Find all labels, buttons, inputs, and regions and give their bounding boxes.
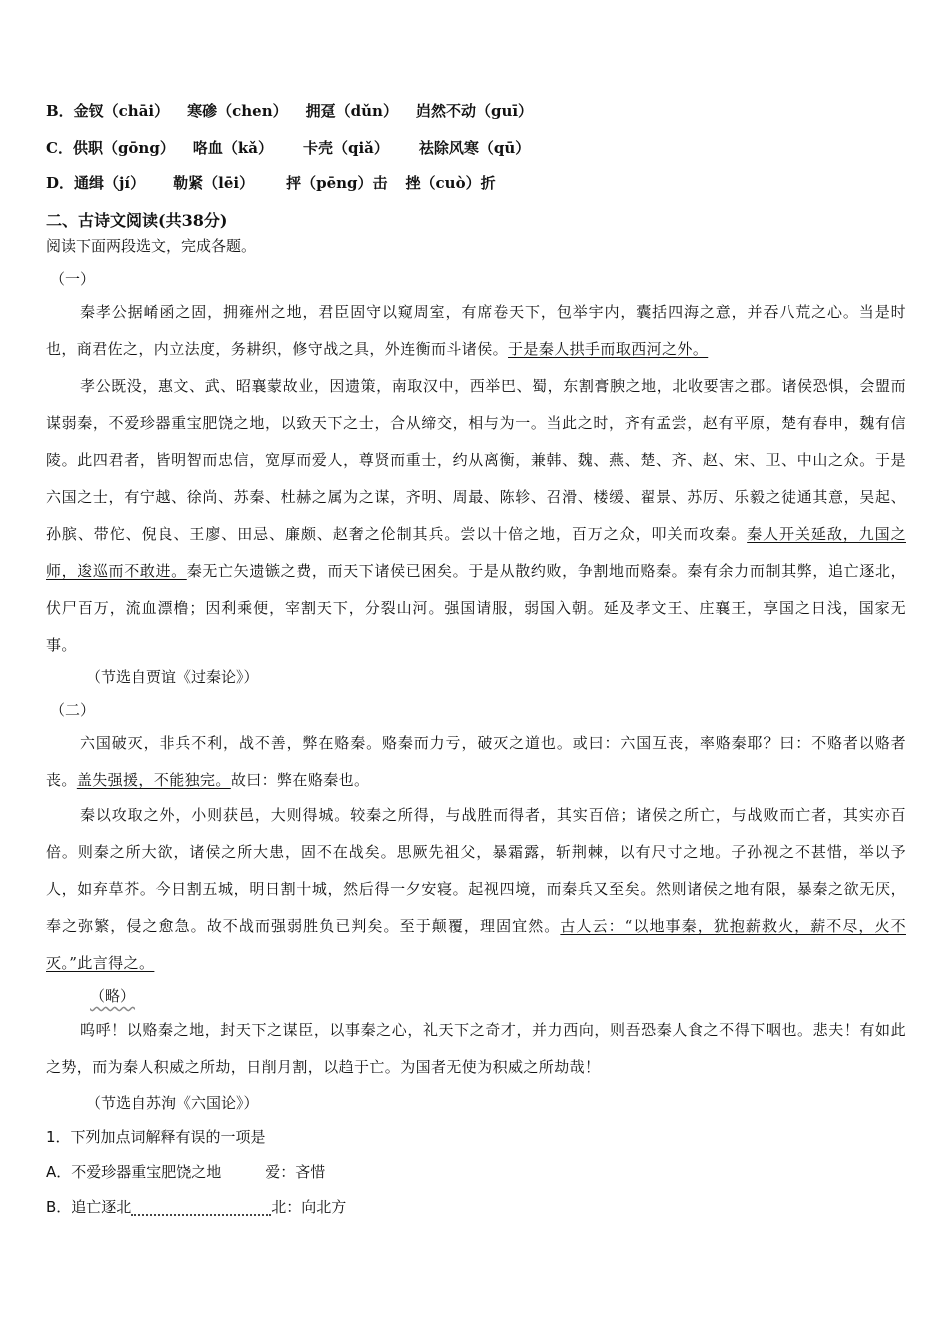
option-d-item: 抨（pēng）击 (286, 174, 388, 192)
passage1-paragraph2 (46, 368, 906, 664)
passage1-paragraph1 (46, 294, 906, 368)
option-b-item: 拥趸（dǔn） (305, 102, 398, 120)
question-option-a (46, 1161, 325, 1182)
question-option-b (46, 1196, 346, 1217)
option-a-text: A．不爱珍器重宝肥饶之地 (46, 1163, 222, 1181)
underlined-sentence: 古人云：“以地事秦，犹抱薪救火，薪不尽，火不灭。”此言得之。 (46, 917, 906, 972)
passage2-paragraph1 (46, 725, 906, 799)
option-b-definition: 北：向北方 (271, 1198, 347, 1216)
option-c-item: C．供职（gōng） (46, 139, 175, 157)
option-d-item: 勒紧（lēi） (173, 174, 255, 192)
omitted-marker (90, 985, 135, 1006)
option-d (46, 172, 496, 193)
omitted-text: （略） (90, 987, 136, 1005)
option-b-item: B．金钗（chāi） (46, 102, 170, 120)
option-c-item: 咯血（kǎ） (192, 139, 273, 157)
option-d-item: 挫（cuò）折 (405, 174, 496, 192)
underlined-sentence: 盖失强援，不能独完。 (76, 771, 231, 789)
underlined-sentence: 于是秦人拱手而取西河之外。 (508, 340, 709, 358)
passage-text: 孝公既没，惠文、武、昭襄蒙故业，因遗策，南取汉中，西举巴、蜀，东割膏腴之地，北收要害之郡。诸侯恐惧，会盟而谋弱秦，不爱珍器重宝肥饶之地，以致天下之士，合从缔交，相与为一。当此之时，齐有孟尝，赵有平原，楚有春申，魏有信陵。此四君者，皆明智而忠信，宽厚而爱人，尊贤而重士，约从离衡，兼韩、魏、燕、楚、齐、赵、宋、卫、中山之众。于是六国之士，有宁越、徐尚、苏秦、杜赫之属为之谋，齐明、周最、陈轸、召滑、楼缓、翟景、苏厉、乐毅之徒通其意，吴起、孙膑、带佗、倪良、王廖、田忌、廉颇、赵奢之伦制其兵。尝以十倍之地，百万之众，叩关而攻秦。 (46, 377, 906, 543)
option-c-item: 卡壳（qiǎ） (302, 139, 389, 157)
option-c-item: 祛除风寒（qū） (418, 139, 531, 157)
passage-text: 六国破灭，非兵不利，战不善，弊在赂秦。赂秦而力亏，破灭之道也。或曰：六国互丧，率赂秦耶？曰：不赂者以赂者丧。 (46, 734, 906, 789)
option-b (46, 100, 533, 121)
option-c (46, 137, 530, 158)
passage-text: 故曰：弊在赂秦也。 (230, 771, 370, 789)
option-d-item: D．通缉（jí） (46, 174, 146, 192)
passage2-paragraph3: 呜呼！以赂秦之地，封天下之谋臣，以事秦之心，礼天下之奇才，并力西向，则吾恐秦人食之不得下咽也。悲夫！有如此之势，而为秦人积威之所劫，日削月割，以趋于亡。为国者无使为积威之所劫哉！ (46, 1021, 906, 1076)
option-a-definition: 爱：吝惜 (265, 1163, 326, 1181)
section-title: 二、古诗文阅读(共38分) (46, 211, 228, 230)
underlined-sentence: 秦人开关延敌，九国之师，逡巡而不敢进。 (46, 525, 906, 580)
option-b-item: 岿然不动（guī） (415, 102, 534, 120)
option-b-item: 寒碜（chen） (187, 102, 288, 120)
source-citation-1: （节选自贾谊《过秦论》） (86, 668, 259, 686)
dotted-leader (131, 1200, 271, 1216)
passage-text: 秦孝公据崤函之固，拥雍州之地，君臣固守以窥周室，有席卷天下，包举宇内，囊括四海之意，并吞八荒之心。当是时也，商君佐之，内立法度，务耕织，修守战之具，外连衡而斗诸侯。 (46, 303, 906, 358)
part1-label: （一） (50, 270, 96, 288)
option-b-text: B．追亡逐北 (46, 1198, 132, 1216)
passage-text: 秦无亡矢遗镞之费，而天下诸侯已困矣。于是从散约败，争割地而赂秦。秦有余力而制其弊，追亡逐北，伏尸百万，流血漂橹；因利乘便，宰割天下，分裂山河。强国请服，弱国入朝。延及孝文王、庄襄王，享国之日浅，国家无事。 (46, 562, 906, 654)
passage2-paragraph2 (46, 797, 906, 982)
part2-label: （二） (50, 701, 96, 719)
passage-text: 秦以攻取之外，小则获邑，大则得城。较秦之所得，与战胜而得者，其实百倍；诸侯之所亡，与战败而亡者，其实亦百倍。则秦之所大欲，诸侯之所大患，固不在战矣。思厥先祖父，暴霜露，斩荆棘，以有尺寸之地。子孙视之不甚惜，举以予人，如弃草芥。今日割五城，明日割十城，然后得一夕安寝。起视四境，而秦兵又至矣。然则诸侯之地有限，暴秦之欲无厌，奉之弥繁，侵之愈急。故不战而强弱胜负已判矣。至于颠覆，理固宜然。 (46, 806, 906, 935)
instruction: 阅读下面两段选文，完成各题。 (46, 237, 257, 255)
question-stem: 1．下列加点词解释有误的一项是 (46, 1128, 266, 1146)
source-citation-2: （节选自苏洵《六国论》） (86, 1094, 259, 1112)
